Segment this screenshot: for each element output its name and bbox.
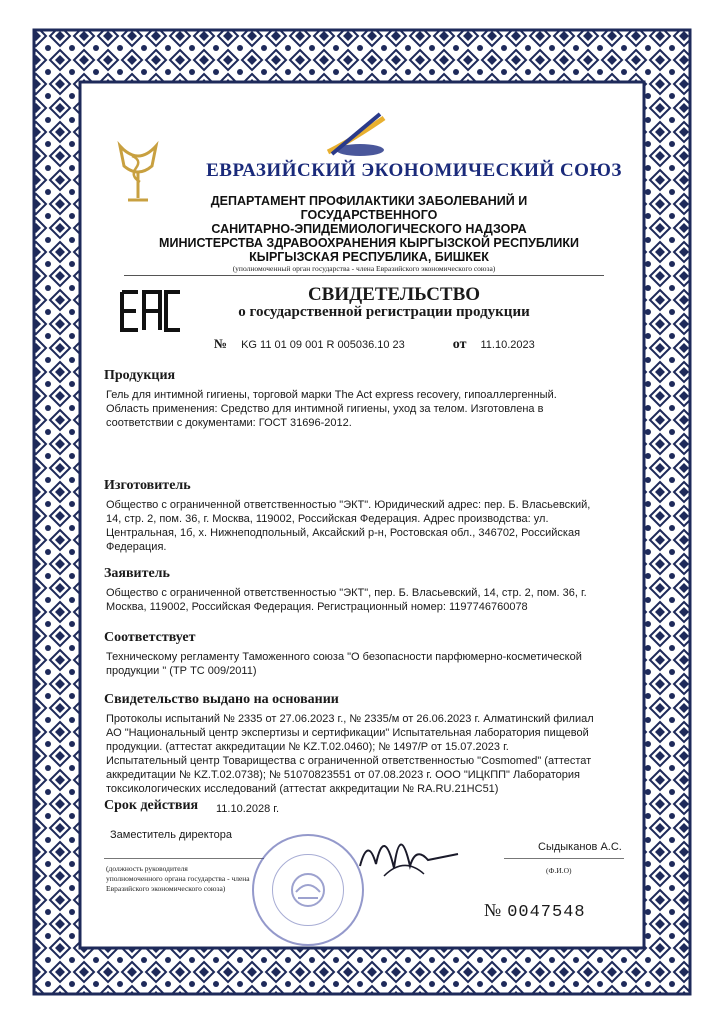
registration-number: KG 11 01 09 001 R 005036.10 23 [241,339,405,351]
stamp-emblem-icon [288,870,328,910]
text-line: Испытательный центр Товарищества с ограниченной ответственностью "Cosmomed" (аттестат [106,755,592,767]
department-line: МИНИСТЕРСТВА ЗДРАВООХРАНЕНИЯ КЫРГЫЗСКОЙ РЕСПУБЛИКИ [159,236,579,250]
department-line: ДЕПАРТАМЕНТ ПРОФИЛАКТИКИ ЗАБОЛЕВАНИЙ И ГОСУДАРСТВЕННОГО [210,194,528,222]
note-line: (должность руководителя [106,864,188,873]
blank-number [484,900,586,922]
signature-line-left [104,858,264,859]
text-line: Протоколы испытаний № 2335 от 27.06.2023 г., № 2335/м от 26.06.2023 г. Алматинский филиал [106,713,594,725]
note-line: Евразийского экономического союза) [106,884,226,893]
basis-text [106,712,626,796]
text-line: Техническому регламенту Таможенного союза "О безопасности парфюмерно-косметической [106,651,582,663]
blank-number-digits: 0047548 [507,903,586,922]
text-line: АО "Национальный центр экспертизы и сертификации" Испытательная лаборатория пищевой [106,727,589,739]
signer-position: Заместитель директора [110,829,232,841]
union-name: ЕВРАЗИЙСКИЙ ЭКОНОМИЧЕСКИЙ СОЮЗ [206,160,622,181]
section-title-validity: Срок действия [104,798,199,813]
text-line: аккредитации № KZ.T.02.0738); № 51070823551 от 07.08.2023 г. ООО "ИЦКПП" Лаборатория [106,769,580,781]
text-line: Область применения: Средство для интимной гигиены, уход за телом. Изготовлена в [106,403,544,415]
from-label: от [452,337,467,352]
certificate-subtitle: о государственной регистрации продукции [238,304,530,320]
note-line: уполномоченного органа государства - члена [106,874,250,883]
text-line: 14, стр. 2, пом. 36, г. Москва, 119002, Российская Федерация. Адрес производства: ул. [106,513,549,525]
text-line: Москва, 119002, Российская Федерация. Регистрационный номер: 1197746760078 [106,601,528,613]
manufacturer-text [106,498,626,554]
handwritten-signature [354,816,464,886]
section-title-product: Продукция [104,368,176,383]
section-title-conforms: Соответствует [104,630,196,645]
signer-name: Сыдыканов А.С. [538,841,622,853]
section-title-manufacturer: Изготовитель [104,478,191,493]
eac-mark-icon [120,290,182,332]
validity-date: 11.10.2028 г. [216,803,280,815]
conforms-text [106,650,626,678]
certificate-body [84,88,640,940]
department-line: КЫРГЫЗСКАЯ РЕСПУБЛИКА, БИШКЕК [249,250,489,264]
registration-number-row [214,336,535,353]
applicant-text [106,586,626,614]
text-line: Центральная, 1б, х. Нижнеподпольный, Аксайский р-н, Ростовская обл., 346702, Российская [106,527,581,539]
text-line: продукции " (ТР ТС 009/2011) [106,665,257,677]
authority-note: (уполномоченный орган государства - члена Евразийского экономического союза) [232,264,496,273]
department-block [144,194,594,264]
text-line: Общество с ограниченной ответственностью "ЭКТ". Юридический адрес: пер. Б. Власьевский, [106,499,591,511]
eaeu-logo-icon [322,110,392,160]
certificate-title: СВИДЕТЕЛЬСТВО [307,284,481,305]
fio-note: (Ф.И.О) [546,866,572,875]
blank-number-symbol: № [484,900,502,920]
registration-date: 11.10.2023 [480,339,535,351]
text-line: Гель для интимной гигиены, торговой марки The Act express recovery, гипоаллергенный. [106,389,557,401]
text-line: Общество с ограниченной ответственностью "ЭКТ", пер. Б. Власьевский, 14, стр. 2, пом. 36, г. [106,587,587,599]
product-text [106,388,626,430]
position-note [106,864,276,894]
number-symbol: № [214,336,228,351]
signature-line-right [504,858,624,859]
section-title-basis: Свидетельство выдано на основании [104,692,339,707]
text-line: соответствии с документами: ГОСТ 31696-2012. [106,417,352,429]
divider [124,275,604,276]
text-line: токсикологических исследований (аттестат аккредитации № RA.RU.21HC51) [106,783,499,795]
department-line: САНИТАРНО-ЭПИДЕМИОЛОГИЧЕСКОГО НАДЗОРА [211,222,527,236]
section-title-applicant: Заявитель [104,566,170,581]
text-line: Федерация. [106,541,167,553]
text-line: продукции. (аттестат аккредитации № KZ.T.02.0460); № 1497/P от 15.07.2023 г. [106,741,509,753]
